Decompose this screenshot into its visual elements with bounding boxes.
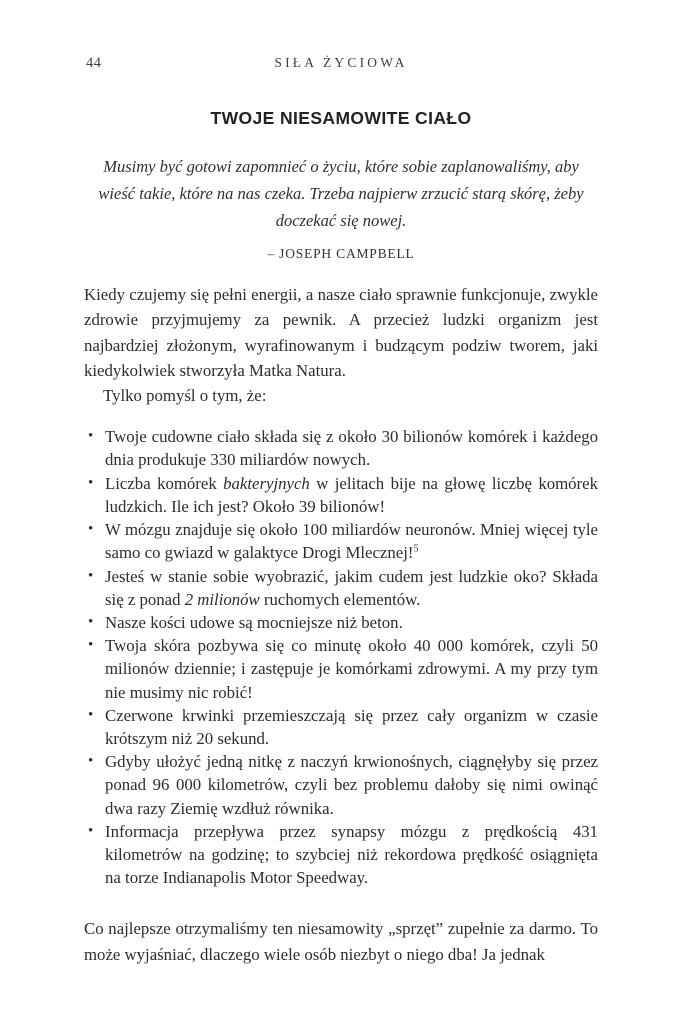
intro-paragraph: Kiedy czujemy się pełni energii, a nasze ciało sprawnie funkcjonuje, zwykle zdrowie przyjmujemy za pewnik. A przecież ludzki organizm jest najbardziej złożonym, wyrafinowanym i budzącym podziw tworem, jaki kiedykolwiek stworzyła Matka Natura. <box>84 285 598 380</box>
fact-item: • Nasze kości udowe są mocniejsze niż beton. <box>84 611 598 634</box>
facts-list <box>84 425 598 889</box>
epigraph-text: Musimy być gotowi zapomnieć o życiu, które sobie zaplanowaliśmy, aby wieść takie, które na nas czeka. Trzeba najpierw zrzucić starą skórę, żeby doczekać się nowej. <box>98 157 584 230</box>
page-header <box>84 55 598 72</box>
fact-item: • W mózgu znajduje się około 100 miliardów neuronów. Mniej więcej tyle samo co gwiazd w galaktyce Drogi Mlecznej!$^5$ <box>84 518 598 564</box>
epigraph-attribution: – JOSEPH CAMPBELL <box>267 246 415 261</box>
fact-item: • Twoje cudowne ciało składa się z około 30 bilionów komórek i każdego dnia produkuje 330 miliardów nowych. <box>84 425 598 471</box>
lead-in-line: Tylko pomyśl o tym, że: <box>103 386 267 406</box>
chapter-title: TWOJE NIESAMOWITE CIAŁO <box>210 108 472 128</box>
fact-item: • Czerwone krwinki przemieszczają się przez cały organizm w czasie krótszym niż 20 sekund. <box>84 704 598 750</box>
fact-item: • Informacja przepływa przez synapsy mózgu z prędkością 431 kilometrów na godzinę; to szybciej niż rekordowa prędkość osiągnięta na torze Indianapolis Motor Speedway. <box>84 820 598 890</box>
fact-item: • Jesteś w stanie sobie wyobrazić, jakim cudem jest ludzkie oko? Składa się z ponad 2 milionów ruchomych elementów. <box>84 565 598 611</box>
fact-item: • Liczba komórek bakteryjnych w jelitach bije na głowę liczbę komórek ludzkich. Ile ich jest? Około 39 bilionów! <box>84 472 598 518</box>
fact-item: • Twoja skóra pozbywa się co minutę około 40 000 komórek, czyli 50 milionów dziennie; i zastępuje je komórkami zdrowymi. A my przy tym nie musimy nic robić! <box>84 634 598 704</box>
closing-paragraph: Co najlepsze otrzymaliśmy ten niesamowity „sprzęt” zupełnie za darmo. To może wyjaśniać, dlaczego wiele osób niezbyt o niego dba! Ja jednak <box>84 919 598 964</box>
page-number: 44 <box>86 55 102 71</box>
fact-item: • Gdyby ułożyć jedną nitkę z naczyń krwionośnych, ciągnęłyby się przez ponad 96 000 kilometrów, czyli bez problemu dałoby się nimi owinąć dwa razy Ziemię wzdłuż równika. <box>84 750 598 820</box>
running-head: SIŁA ŻYCIOWA <box>274 55 408 70</box>
